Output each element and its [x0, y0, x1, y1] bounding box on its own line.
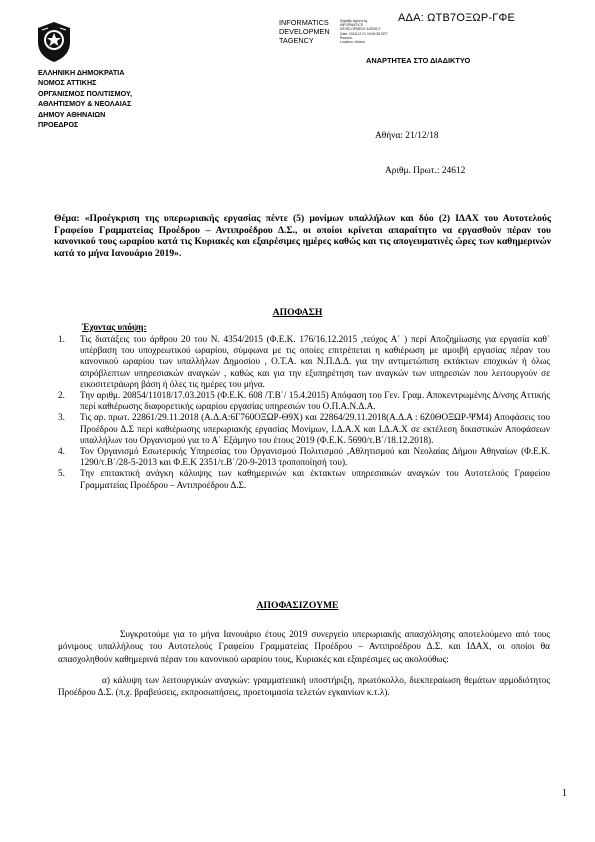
- posted-online-label: ΑΝΑΡΤΗΤΕΑ ΣΤΟ ΔΙΑΔΙΚΤΥΟ: [366, 56, 471, 65]
- org-line: ΝΟΜΟΣ ΑΤΤΙΚΗΣ: [38, 78, 97, 88]
- signature-line: Location: Athens: [340, 40, 366, 45]
- item-a-paragraph: α) κάλυψη των λειτουργικών αναγκών: γραμματειακή υποστήριξη, πρωτόκολλο, διεκπεραίωση θεμάτων αρμοδιότητος Προέδρου Δ.Σ. (π.χ. βραβεύσεις, εκπροσωπήσεις, προετοιμασία τελετών εγκαινίων κ.τ.λ).: [58, 675, 550, 698]
- subject-paragraph: Θέμα: «Προέγκριση της υπερωριακής εργασίας πέντε (5) μονίμων υπαλλήλων και δύο (2) ΙΔΑΧ του Αυτοτελούς Γραφείου Γραμματείας Προέδρου – Αντιπροέδρου Δ.Σ., οι οποίοι κρίνεται απαραίτητο να εργασθούν πέραν του κανονικού τους ωραρίου κατά τις Κυριακές και εξαιρέσιμες ημέρες καθώς και τις απογευματινές ώρες των καθημερινών κατά το μήνα Ιανουάριο 2019».: [54, 213, 551, 259]
- signature-line: Date: 2018.12.21 15:45:38 EET: [340, 31, 388, 36]
- body-paragraph: Συγκροτούμε για το μήνα Ιανουάριο έτους 2019 συνεργείο υπερωριακής απασχόλησης αποτελούμενο από τους μόνιμους υπαλλήλους του Αυτοτελούς Γραφείου Γραμματείας Προέδρου – Αντιπροέδρου Δ.Σ. και ΙΔΑΧ, οι οποίοι θα απασχοληθούν καθημερινά πέραν του κανονικού ωραρίου τους, Κυριακές και εξαιρέσιμες ως ακολούθως:: [58, 629, 550, 664]
- org-line: ΠΡΟΕΔΡΟΣ: [38, 120, 79, 130]
- org-line: ΔΗΜΟΥ ΑΘΗΝΑΙΩΝ: [38, 109, 106, 119]
- ada-code: ΑΔΑ: ΩΤΒ7ΟΞΩΡ-ΓΦΕ: [398, 12, 516, 24]
- consideration-item: [58, 334, 550, 390]
- page-number: 1: [562, 788, 567, 799]
- item-number: 3.: [58, 412, 65, 423]
- decision-heading: ΑΠΟΦΑΣΗ: [272, 307, 323, 318]
- item-number: 5.: [58, 468, 65, 479]
- consideration-item: [58, 412, 550, 446]
- coat-of-arms-logo: [34, 20, 74, 64]
- item-number: 2.: [58, 390, 65, 401]
- considering-heading: Έχοντας υπόψη:: [82, 322, 147, 332]
- signer-line: TAGENCY: [279, 35, 314, 45]
- item-text: Τις διατάξεις του άρθρου 20 του Ν. 4354/2015 (Φ.Ε.Κ. 176/16.12.2015 ,τεύχος Α΄ ) περί Αποζημίωσης για εργασία καθ΄ υπέρβαση του υποχρεωτικού ωραρίου, σύμφωνα με τις οποίες επιτρέπεται η καθιέρωση με αμοιβή εργασίας πέραν του κανονικού ωραρίου των υπαλλήλων Δημοσίου , Ο.Τ.Α. και Ν.Π.Δ.Δ. για την αντιμετώπιση εκτάκτων εποχικών ή όλως απρόβλεπτων υπηρεσιακών αναγκών , καθώς και για την εξυπηρέτηση των αναγκών των υπηρεσιών που λειτουργούν σε εικοσιτετράωρη βάση ή όλες τις ημέρες του μήνα.: [80, 334, 550, 389]
- org-line: ΑΘΛΗΤΙΣΜΟΥ & ΝΕΟΛΑΙΑΣ: [38, 99, 132, 109]
- item-number: 1.: [58, 334, 65, 344]
- item-text: Τις αρ. πρωτ. 22861/29.11.2018 (Α.Δ.Α:6Γ760ΟΞΩΡ-Θ9Χ) και 22864/29.11.2018(Α.Δ.Α : 6Ζ0ΘΟΞΩΡ-ΨΜ4) Αποφάσεις του Προέδρου Δ.Σ περί καθιέρωσης υπερωριακής εργασίας Μονίμων, Ι.Δ.Α.Χ και Ι.Δ.Α.Χ σε εκτέλεση δικαστικών Αποφάσεων υπαλλήλων του Οργανισμού για το Α΄ Εξάμηνο του έτους 2019 (Φ.Ε.Κ. 5690/τ.Β΄/18.12.2018).: [80, 412, 550, 445]
- resolve-heading: ΑΠΟΦΑΣΙΖΟΥΜΕ: [256, 600, 339, 611]
- considerations-list: [58, 334, 550, 491]
- signature-line: DEVELOPMENT AGENCY: [340, 27, 381, 32]
- consideration-item: [58, 390, 550, 412]
- item-number: 4.: [58, 446, 65, 457]
- signature-line: Reason:: [340, 35, 353, 40]
- org-line: ΕΛΛΗΝΙΚΗ ΔΗΜΟΚΡΑΤΙΑ: [38, 68, 125, 77]
- signature-line: INFORMATICS: [340, 23, 364, 28]
- signer-line: DEVELOPMEN: [279, 26, 330, 36]
- item-text: Την επιτακτική ανάγκη κάλυψης των καθημερινών και έκτακτων υπηρεσιακών αναγκών του Αυτοτελούς Γραφείου Γραμματείας Προέδρου – Αντιπροέδρου Δ.Σ.: [80, 468, 550, 490]
- signer-line: INFORMATICS: [279, 18, 329, 27]
- signature-line: Digitally signed by: [340, 19, 368, 23]
- item-text: Την αριθμ. 20854/11018/17.03.2015 (Φ.Ε.Κ. 608 /Τ.Β΄/ 15.4.2015) Απόφαση του Γεν. Γραμ. Αποκεντρωμένης Δ/νσης Αττικής περί καθιέρωσης διαφορετικής ωραρίου εργασίας υπηρεσιών του Ο.Π.Α.Ν.Δ.Α.: [80, 390, 550, 412]
- signer-name: [279, 19, 330, 45]
- consideration-item: [58, 446, 550, 468]
- digital-signature-details: [340, 19, 400, 44]
- item-text: Τον Οργανισμό Εσωτερικής Υπηρεσίας του Οργανισμού Πολιτισμού ,Αθλητισμού και Νεολαίας Δήμου Αθηναίων (Φ.Ε.Κ. 1290/τ.Β΄/28-5-2013 και Φ.Ε.Κ 2351/τ.Β΄/20-9-2013 τροποποίησή του).: [80, 446, 550, 468]
- document-date: Αθήνα: 21/12/18: [375, 131, 439, 141]
- organization-header: [38, 68, 198, 130]
- consideration-item: [58, 468, 550, 490]
- protocol-number: Αριθμ. Πρωτ.: 24612: [385, 166, 466, 176]
- org-line: ΟΡΓΑΝΙΣΜΟΣ ΠΟΛΙΤΙΣΜΟΥ,: [38, 88, 132, 98]
